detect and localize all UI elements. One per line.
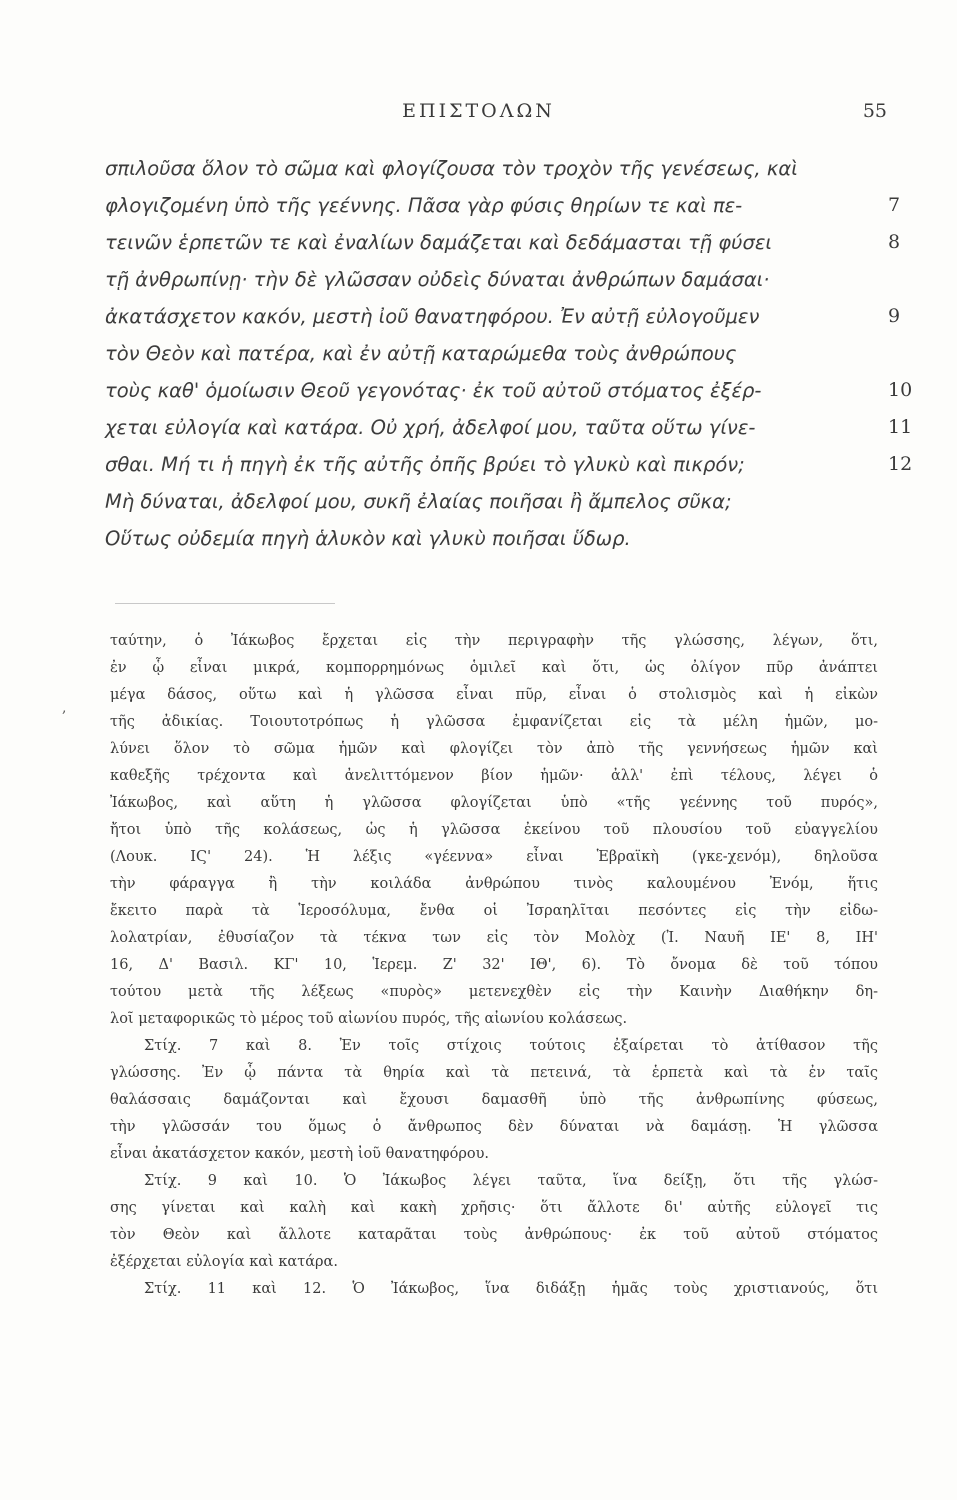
verse-number: 7	[888, 194, 901, 216]
scripture-line-text: σπιλοῦσα ὅλον τὸ σῶμα καὶ φλογίζουσα τὸν τροχὸν τῆς γενέσεως, καὶ	[105, 157, 798, 180]
commentary-line: ἔκειτο παρὰ τὰ Ἱεροσόλυμα, ἔνθα οἱ Ἰσραηλῖται πεσόντες εἰς τὴν εἰδω-	[110, 903, 878, 919]
scripture-line	[105, 335, 885, 372]
page-header	[0, 100, 957, 124]
commentary-line: λοῖ μεταφορικῶς τὸ μέρος τοῦ αἰωνίου πυρός, τῆς αἰωνίου κολάσεως.	[110, 1011, 628, 1027]
scripture-line-text: τεινῶν ἑρπετῶν τε καὶ ἐναλίων δαμάζεται καὶ δεδάμασται τῇ φύσει	[105, 231, 772, 254]
commentary-line: γλώσσης. Ἐν ᾧ πάντα τὰ θηρία καὶ τὰ πετεινά, τὰ ἑρπετὰ καὶ τὰ ἐν ταῖς	[110, 1065, 878, 1081]
scripture-text	[105, 150, 913, 557]
verse-number: 11	[888, 416, 913, 438]
commentary-line: σης γίνεται καὶ καλὴ καὶ κακὴ χρῆσις· ὅτι ἄλλοτε δι' αὐτῆς εὐλογεῖ τις	[110, 1200, 878, 1216]
scripture-line	[105, 409, 913, 446]
page-number: 55	[862, 100, 887, 122]
commentary-line: ταύτην, ὁ Ἰάκωβος ἔρχεται εἰς τὴν περιγραφὴν τῆς γλώσσης, λέγων, ὅτι,	[110, 633, 878, 649]
commentary-line: τῆς ἀδικίας. Τοιουτοτρόπως ἡ γλῶσσα ἐμφανίζεται εἰς τὰ μέλη ἡμῶν, μο-	[110, 714, 878, 730]
scripture-line-text: τῇ ἀνθρωπίνῃ· τὴν δὲ γλῶσσαν οὐδεὶς δύναται ἀνθρώπων δαμάσαι·	[105, 268, 770, 291]
verse-number: 12	[888, 453, 913, 475]
scripture-line-text: Οὕτως οὐδεμία πηγὴ ἁλυκὸν καὶ γλυκὺ ποιῆσαι ὕδωρ.	[105, 527, 631, 550]
scripture-line	[105, 372, 913, 409]
verse-number: 9	[888, 305, 901, 327]
scripture-line	[105, 520, 885, 557]
commentary-line: τὴν φάραγγα ἢ τὴν κοιλάδα ἀνθρώπου τινὸς καλουμένου Ἐνόμ, ἥτις	[110, 876, 878, 892]
verse-number: 10	[888, 379, 913, 401]
commentary-line: Στίχ. 11 καὶ 12. Ὁ Ἰάκωβος, ἵνα διδάξῃ ἡμᾶς τοὺς χριστιανούς, ὅτι	[144, 1281, 878, 1297]
commentary-line: 16, Δ' Βασιλ. ΚΓ' 10, Ἱερεμ. Ζ' 32' ΙΘ', 6). Τὸ ὄνομα δὲ τοῦ τόπου	[110, 957, 878, 973]
running-title: ΕΠΙΣΤΟΛΩΝ	[402, 100, 555, 122]
scripture-line-text: τὸν Θεὸν καὶ πατέρα, καὶ ἐν αὐτῇ καταρώμεθα τοὺς ἀνθρώπους	[105, 342, 737, 365]
scripture-line	[105, 446, 913, 483]
commentary-line: τούτου μετὰ τῆς λέξεως «πυρὸς» μετενεχθὲν εἰς τὴν Καινὴν Διαθήκην δη-	[110, 984, 878, 1000]
commentary-line: ἐν ᾧ εἶναι μικρά, κομπορρημόνως ὁμιλεῖ καὶ ὅτι, ὡς ὀλίγον πῦρ ἀνάπτει	[110, 660, 878, 676]
scripture-line	[105, 187, 901, 224]
commentary-line: εἶναι ἀκατάσχετον κακόν, μεστὴ ἰοῦ θανατηφόρου.	[110, 1146, 489, 1162]
commentary-line: Στίχ. 9 καὶ 10. Ὁ Ἰάκωβος λέγει ταῦτα, ἵνα δείξῃ, ὅτι τῆς γλώσ-	[144, 1173, 878, 1189]
scripture-line	[105, 224, 901, 261]
commentary-text	[110, 628, 878, 1303]
scripture-line-text: τοὺς καθ' ὁμοίωσιν Θεοῦ γεγονότας· ἐκ τοῦ αὐτοῦ στόματος ἐξέρ-	[105, 379, 762, 402]
commentary-line: καθεξῆς τρέχοντα καὶ ἀνελιττόμενον βίον ἡμῶν· ἀλλ' ἐπὶ τέλους, λέγει ὁ	[110, 768, 878, 784]
scripture-line-text: χεται εὐλογία καὶ κατάρα. Οὐ χρή, ἀδελφοί μου, ταῦτα οὕτω γίνε-	[105, 416, 756, 439]
scripture-line	[105, 483, 885, 520]
margin-mark: ,	[62, 700, 67, 716]
commentary-line: ἐξέρχεται εὐλογία καὶ κατάρα.	[110, 1254, 338, 1270]
commentary-line: τὸν Θεὸν καὶ ἄλλοτε καταρᾶται τοὺς ἀνθρώπους· ἐκ τοῦ αὐτοῦ στόματος	[110, 1227, 878, 1243]
commentary-line: μέγα δάσος, οὕτω καὶ ἡ γλῶσσα εἶναι πῦρ, εἶναι ὁ στολισμὸς καὶ ἡ εἰκὼν	[110, 687, 878, 703]
commentary-line: τὴν γλῶσσάν του ὅμως ὁ ἄνθρωπος δὲν δύναται νὰ δαμάσῃ. Ἡ γλῶσσα	[110, 1119, 878, 1135]
scripture-line	[105, 150, 885, 187]
scripture-line-text: Μὴ δύναται, ἀδελφοί μου, συκῆ ἐλαίας ποιῆσαι ἢ ἄμπελος σῦκα;	[105, 490, 732, 513]
verse-number: 8	[888, 231, 901, 253]
commentary-line: θαλάσσαις δαμάζονται καὶ ἔχουσι δαμασθῆ ὑπὸ τῆς ἀνθρωπίνης φύσεως,	[110, 1092, 878, 1108]
scripture-line	[105, 298, 901, 335]
commentary-line: λύνει ὅλον τὸ σῶμα ἡμῶν καὶ φλογίζει τὸν ἀπὸ τῆς γεννήσεως ἡμῶν καὶ	[110, 741, 878, 757]
commentary-line: Στίχ. 7 καὶ 8. Ἐν τοῖς στίχοις τούτοις ἐξαίρεται τὸ ἀτίθασον τῆς	[144, 1038, 878, 1054]
commentary-line: Ἰάκωβος, καὶ αὕτη ἡ γλῶσσα φλογίζεται ὑπὸ «τῆς γεέννης τοῦ πυρός»,	[110, 795, 878, 811]
scripture-line-text: φλογιζομένη ὑπὸ τῆς γεέννης. Πᾶσα γὰρ φύσις θηρίων τε καὶ πε-	[105, 194, 743, 217]
commentary-line: (Λουκ. ΙϚ' 24). Ἡ λέξις «γέεννα» εἶναι Ἑβραϊκὴ (γκε-χενόμ), δηλοῦσα	[110, 849, 878, 865]
scripture-line-text: ἀκατάσχετον κακόν, μεστὴ ἰοῦ θανατηφόρου. Ἐν αὐτῇ εὐλογοῦμεν	[105, 305, 760, 328]
scripture-line-text: σθαι. Μή τι ἡ πηγὴ ἐκ τῆς αὐτῆς ὀπῆς βρύει τὸ γλυκὺ καὶ πικρόν;	[105, 453, 745, 476]
commentary-line: λολατρίαν, ἐθυσίαζον τὰ τέκνα των εἰς τὸν Μολὸχ (Ἰ. Ναυῆ ΙΕ' 8, ΙΗ'	[110, 930, 878, 946]
scripture-line	[105, 261, 885, 298]
commentary-line: ἤτοι ὑπὸ τῆς κολάσεως, ὡς ἡ γλῶσσα ἐκείνου τοῦ πλουσίου τοῦ εὐαγγελίου	[110, 822, 878, 838]
footnote-separator	[115, 603, 335, 604]
